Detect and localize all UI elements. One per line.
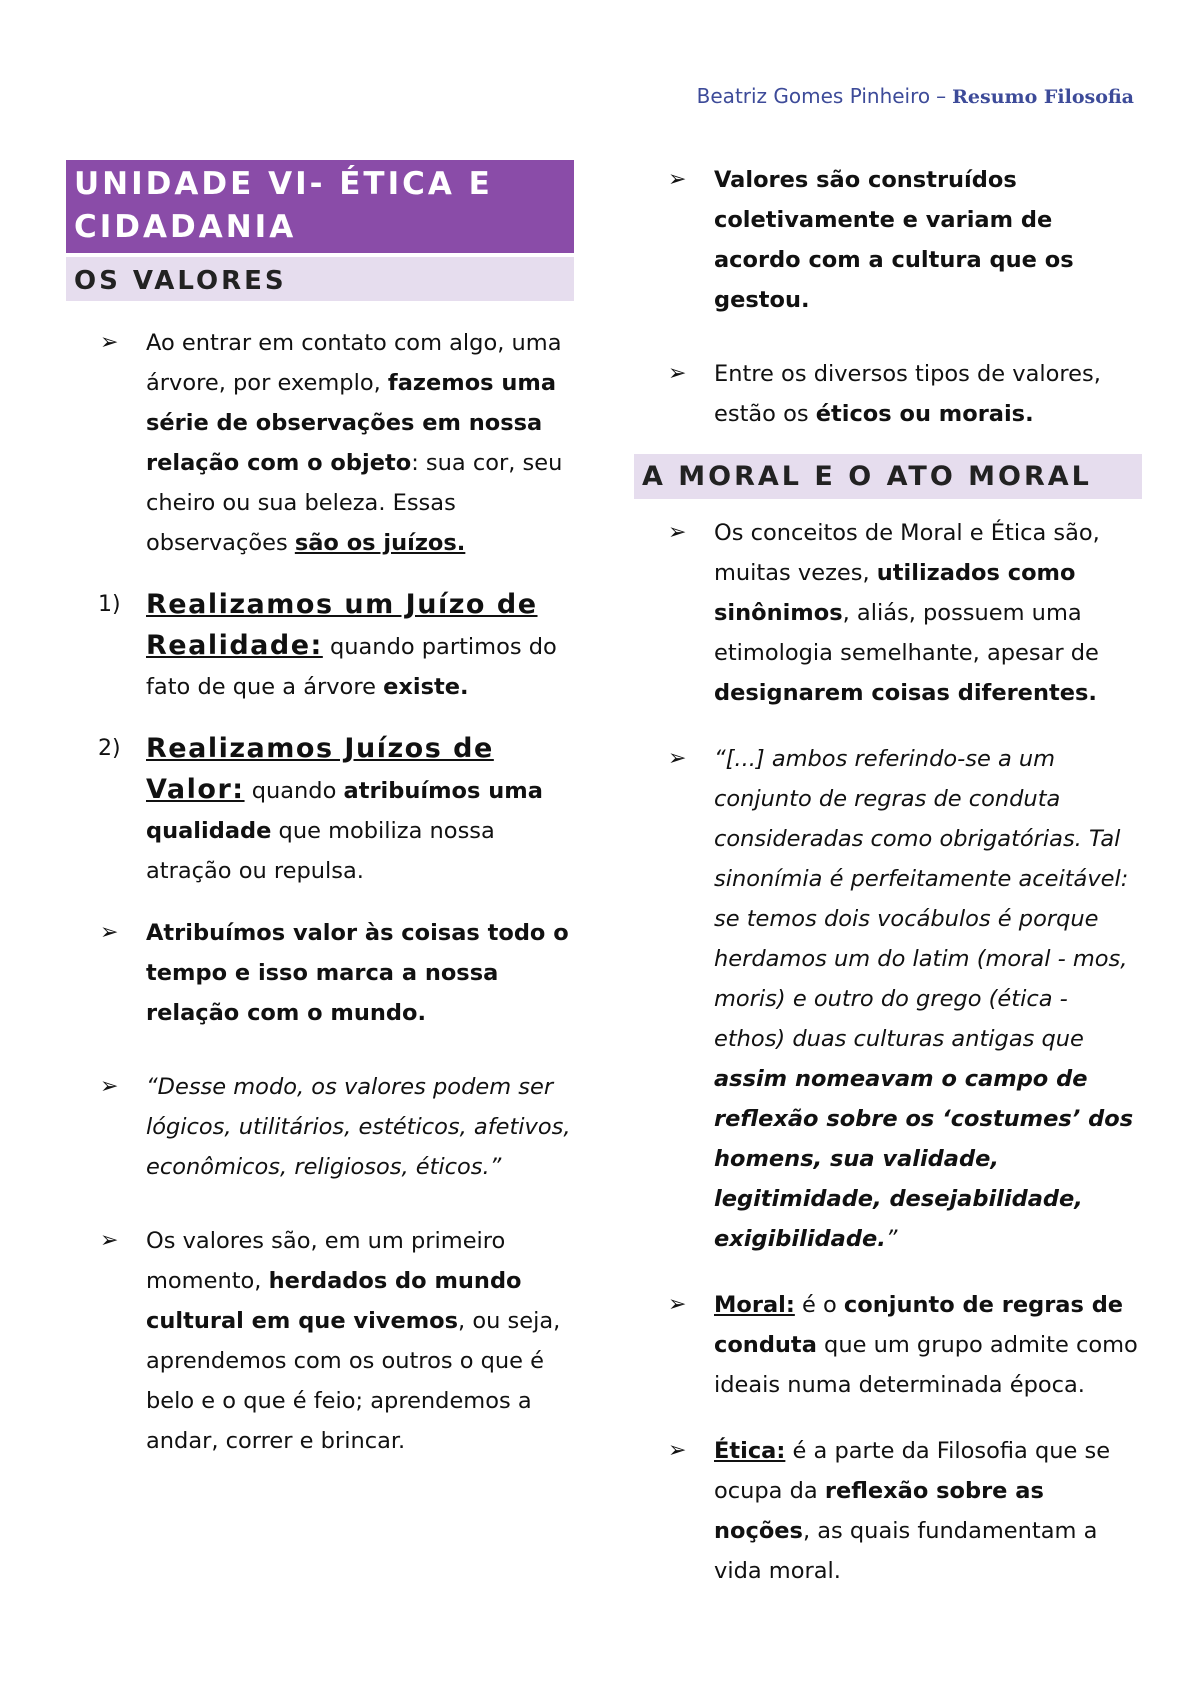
arrow-bullet-icon: ➢ (668, 520, 687, 545)
list-item: ➢ Ética: é a parte da Filosofia que se ocupa da reflexão sobre as noções, as quais fundamentam a vida moral. (634, 1431, 1142, 1591)
arrow-bullet-icon: ➢ (100, 920, 119, 945)
arrow-bullet-icon: ➢ (668, 361, 687, 386)
left-column (66, 160, 574, 1461)
unit-title-line1: UNIDADE VI- ÉTICA E (74, 166, 493, 202)
item-heading: Realizamos Juízos de Valor: (146, 733, 494, 805)
arrow-bullet-icon: ➢ (100, 330, 119, 355)
arrow-bullet-icon: ➢ (668, 1438, 687, 1463)
section-title-valores: OS VALORES (66, 257, 574, 301)
numbered-item: 1) Realizamos um Juízo de Realidade: quando partimos do fato de que a árvore existe. (66, 585, 574, 707)
list-item: ➢ Os conceitos de Moral e Ética são, muitas vezes, utilizados como sinônimos, aliás, possuem uma etimologia semelhante, apesar de designarem coisas diferentes. (634, 513, 1142, 713)
header-separator: – (936, 84, 947, 108)
document-title: Resumo Filosofia (952, 86, 1134, 108)
list-item: ➢ Entre os diversos tipos de valores, estão os éticos ou morais. (634, 354, 1142, 434)
list-item: ➢ “[...] ambos referindo-se a um conjunto de regras de conduta consideradas como obrigatórias. Tal sinonímia é perfeitamente aceitável: se temos dois vocábulos é porque herdamos um do latim (moral - mos, moris) e outro do grego (ética - ethos) duas culturas antigas que assim nomeavam o campo de reflexão sobre os ‘costumes’ dos homens, sua validade, legitimidade, desejabilidade, exigibilidade.” (634, 739, 1142, 1259)
item-number: 1) (98, 592, 121, 617)
list-item: ➢ Moral: é o conjunto de regras de conduta que um grupo admite como ideais numa determinada época. (634, 1285, 1142, 1405)
arrow-bullet-icon: ➢ (668, 1292, 687, 1317)
page-header (697, 84, 1134, 108)
list-item: ➢ Os valores são, em um primeiro momento, herdados do mundo cultural em que vivemos, ou seja, aprendemos com os outros o que é belo e o que é feio; aprendemos a andar, correr e brincar. (66, 1221, 574, 1461)
term-moral: Moral: (714, 1292, 795, 1318)
unit-title (66, 160, 574, 253)
term-etica: Ética: (714, 1438, 786, 1464)
item-heading: Realizamos um Juízo de Realidade: (146, 589, 538, 661)
list-item: ➢ Atribuímos valor às coisas todo o tempo e isso marca a nossa relação com o mundo. (66, 913, 574, 1033)
arrow-bullet-icon: ➢ (668, 167, 687, 192)
list-item: ➢ “Desse modo, os valores podem ser lógicos, utilitários, estéticos, afetivos, econômicos, religiosos, éticos.” (66, 1067, 574, 1187)
unit-title-line2: CIDADANIA (74, 209, 297, 245)
item-number: 2) (98, 736, 121, 761)
list-item: ➢ Valores são construídos coletivamente e variam de acordo com a cultura que os gestou. (634, 160, 1142, 320)
author-name: Beatriz Gomes Pinheiro (696, 84, 931, 108)
arrow-bullet-icon: ➢ (100, 1074, 119, 1099)
list-item: ➢ Ao entrar em contato com algo, uma árvore, por exemplo, fazemos uma série de observações em nossa relação com o objeto: sua cor, seu cheiro ou sua beleza. Essas observações são os juízos. (66, 323, 574, 563)
numbered-item: 2) Realizamos Juízos de Valor: quando atribuímos uma qualidade que mobiliza nossa atração ou repulsa. (66, 729, 574, 891)
right-column (634, 160, 1142, 1591)
arrow-bullet-icon: ➢ (100, 1228, 119, 1253)
arrow-bullet-icon: ➢ (668, 746, 687, 771)
section-title-moral: A MORAL E O ATO MORAL (634, 454, 1142, 499)
